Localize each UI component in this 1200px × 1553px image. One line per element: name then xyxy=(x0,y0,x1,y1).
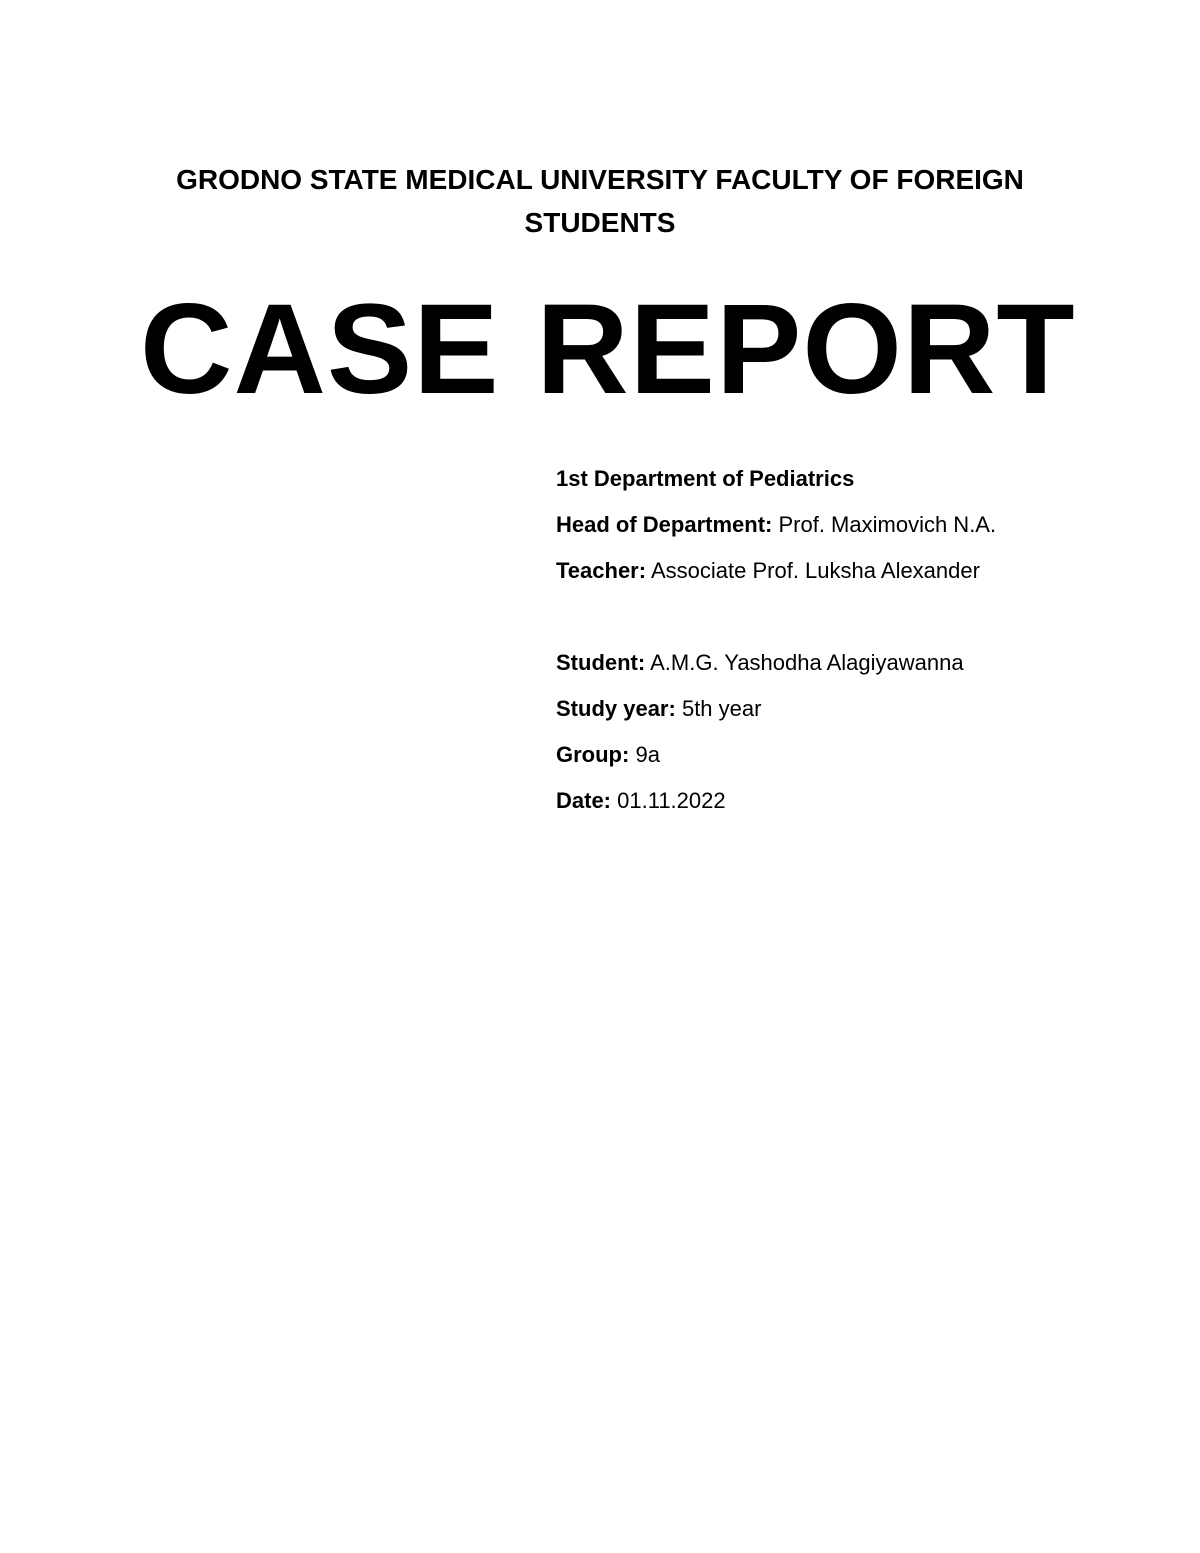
institution-line-2: STUDENTS xyxy=(524,207,676,238)
group-label: Group: xyxy=(556,742,630,767)
student-label: Student: xyxy=(556,650,646,675)
teacher-label: Teacher: xyxy=(556,558,647,583)
report-details xyxy=(556,456,1176,824)
date-row xyxy=(556,778,1176,824)
head-of-department-label: Head of Department: xyxy=(556,512,773,537)
date-value: 01.11.2022 xyxy=(617,788,726,813)
study-year-row xyxy=(556,686,1176,732)
document-title: CASE REPORT xyxy=(140,278,1076,421)
group-value: 9a xyxy=(635,742,660,767)
institution-line-1: GRODNO STATE MEDICAL UNIVERSITY FACULTY OF FOREIGN xyxy=(176,164,1024,195)
spacer xyxy=(556,594,1176,640)
date-label: Date: xyxy=(556,788,612,813)
group-row xyxy=(556,732,1176,778)
head-of-department-value: Prof. Maximovich N.A. xyxy=(778,512,997,537)
head-of-department-row xyxy=(556,502,1176,548)
teacher-value: Associate Prof. Luksha Alexander xyxy=(650,558,980,583)
study-year-label: Study year: xyxy=(556,696,676,721)
institution-heading xyxy=(130,158,1070,244)
student-value: A.M.G. Yashodha Alagiyawanna xyxy=(650,650,964,675)
student-row xyxy=(556,640,1176,686)
department-name: 1st Department of Pediatrics xyxy=(556,466,855,491)
study-year-value: 5th year xyxy=(681,696,762,721)
teacher-row xyxy=(556,548,1176,594)
